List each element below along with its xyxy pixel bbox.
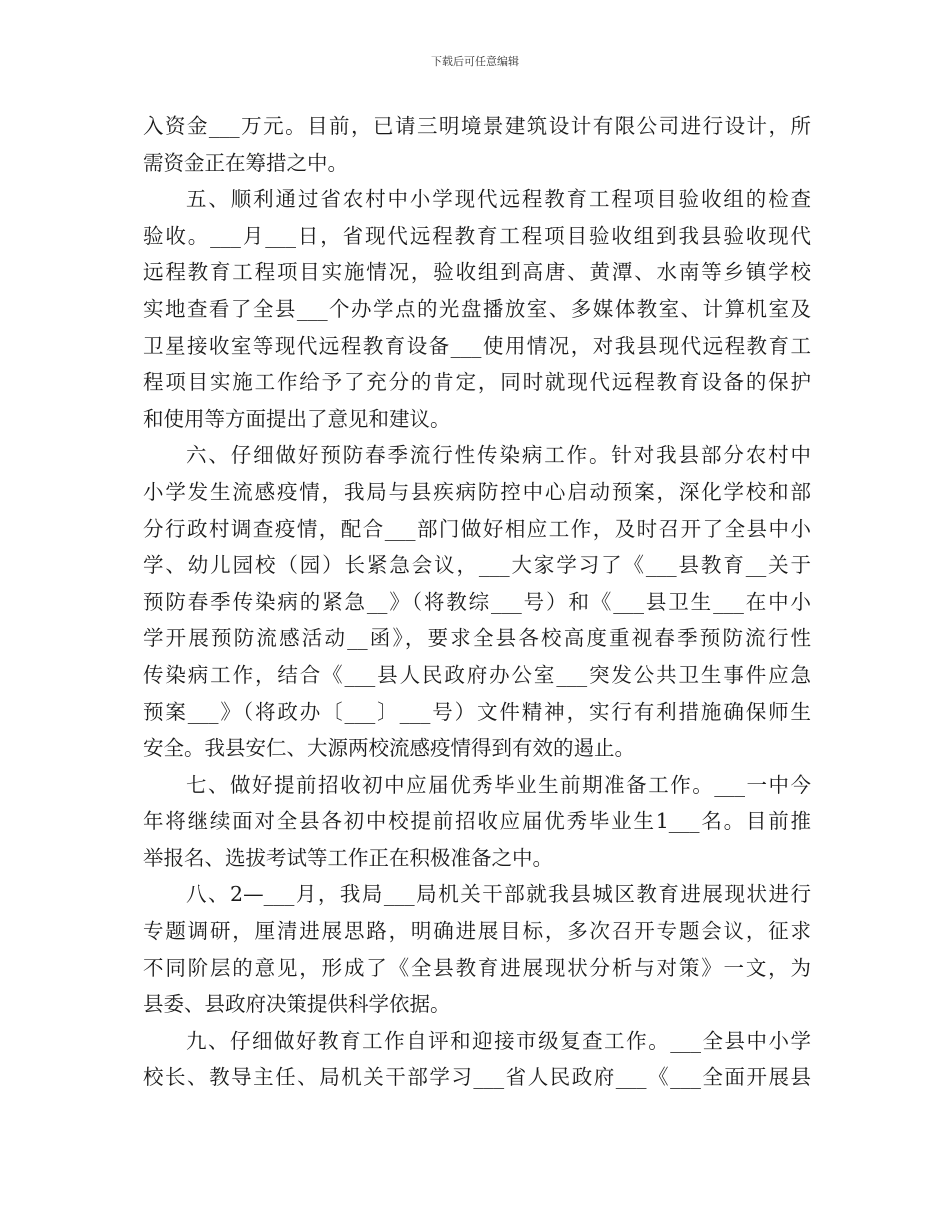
text-line: 卫星接收室等现代远程教育设备___使用情况，对我县现代远程教育工 — [143, 333, 811, 358]
text-line: 校长、教导主任、局机关干部学习___省人民政府___《___全面开展县 — [143, 1065, 811, 1090]
text-line: 分行政村调查疫情，配合___部门做好相应工作，及时召开了全县中小 — [143, 516, 811, 541]
text-line: 预防春季传染病的紧急__》（将教综___号）和《___县卫生___在中小 — [143, 589, 811, 614]
text-line: 安全。我县安仁、大源两校流感疫情得到有效的遏止。 — [143, 736, 635, 761]
text-line: 专题调研，厘清进展思路，明确进展目标，多次召开专题会议，征求 — [143, 919, 811, 944]
text-line: 预案___》（将政办〔___〕___号）文件精神，实行有利措施确保师生 — [143, 699, 811, 724]
text-line: 验收。___月___日，省现代远程教育工程项目验收组到我县验收现代 — [143, 223, 811, 248]
text-line: 程项目实施工作给予了充分的肯定，同时就现代远程教育设备的保护 — [143, 370, 811, 395]
text-line: 学开展预防流感活动__函》，要求全县各校高度重视春季预防流行性 — [143, 626, 811, 651]
text-line: 七、做好提前招收初中应届优秀毕业生前期准备工作。___一中今 — [186, 772, 811, 797]
page-header: 下载后可任意编辑 — [431, 55, 519, 68]
document-body — [143, 108, 811, 1096]
text-line: 学、幼儿园校（园）长紧急会议，___大家学习了《___县教育__关于 — [143, 553, 811, 578]
text-line: 县委、县政府决策提供科学依据。 — [143, 992, 451, 1017]
text-line: 小学发生流感疫情，我局与县疾病防控中心启动预案，深化学校和部 — [143, 479, 811, 504]
text-line: 八、2—___月，我局___局机关干部就我县城区教育进展现状进行 — [186, 882, 811, 907]
text-line: 入资金___万元。目前，已请三明境景建筑设计有限公司进行设计，所 — [143, 114, 811, 138]
text-line: 不同阶层的意见，形成了《全县教育进展现状分析与对策》一文，为 — [143, 955, 811, 980]
text-line: 九、仔细做好教育工作自评和迎接市级复查工作。___全县中小学 — [186, 1028, 811, 1053]
text-line: 五、顺利通过省农村中小学现代远程教育工程项目验收组的检查 — [186, 187, 811, 212]
text-line: 六、仔细做好预防春季流行性传染病工作。针对我县部分农村中 — [186, 443, 811, 468]
text-line: 年将继续面对全县各初中校提前招收应届优秀毕业生1___名。目前推 — [143, 809, 811, 834]
text-line: 需资金正在筹措之中。 — [143, 150, 348, 175]
text-line: 传染病工作，结合《___县人民政府办公室___突发公共卫生事件应急 — [143, 662, 811, 687]
text-line: 实地查看了全县___个办学点的光盘播放室、多媒体教室、计算机室及 — [143, 296, 811, 321]
text-line: 举报名、选拔考试等工作正在积极准备之中。 — [143, 845, 553, 870]
text-line: 远程教育工程项目实施情况，验收组到高唐、黄潭、水南等乡镇学校 — [143, 260, 811, 285]
text-line: 和使用等方面提出了意见和建议。 — [143, 406, 451, 431]
